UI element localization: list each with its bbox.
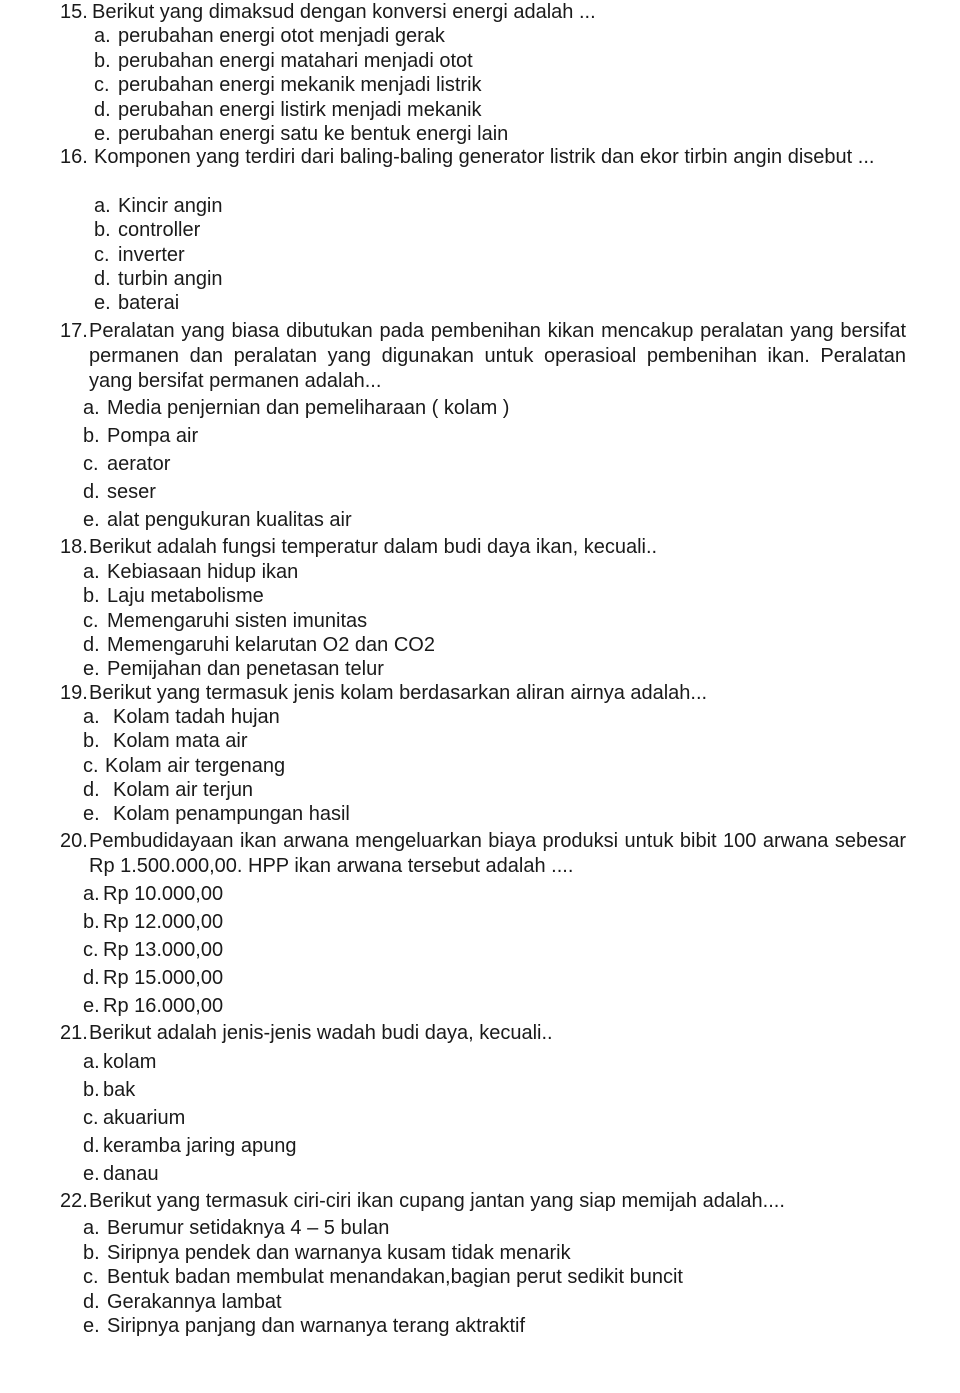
option-list xyxy=(83,880,223,1020)
option-c[interactable] xyxy=(83,1104,296,1132)
option-text: danau xyxy=(103,1163,159,1185)
option-letter: a. xyxy=(94,25,111,47)
option-letter: b. xyxy=(83,585,100,608)
option-e[interactable] xyxy=(83,802,350,826)
option-text: Kolam mata air xyxy=(113,730,248,753)
option-text: perubahan energi mekanik menjadi listrik xyxy=(118,74,482,96)
option-letter: d. xyxy=(83,1290,100,1313)
option-d[interactable] xyxy=(83,778,350,802)
option-letter: c. xyxy=(83,1266,99,1288)
option-a[interactable] xyxy=(83,1216,683,1241)
option-text: Bentuk badan membulat menandakan,bagian perut sedikit buncit xyxy=(107,1266,683,1288)
question-text: Berikut adalah jenis-jenis wadah budi daya, kecuali.. xyxy=(89,1022,553,1044)
question-number: 22. xyxy=(60,1190,88,1212)
option-d[interactable] xyxy=(94,98,508,123)
option-letter: b. xyxy=(94,49,111,72)
option-text: Rp 13.000,00 xyxy=(103,939,224,961)
option-e[interactable] xyxy=(83,1160,296,1188)
option-text: Memengaruhi kelarutan O2 dan CO2 xyxy=(107,633,435,656)
question-number: 20. xyxy=(60,830,88,852)
option-b[interactable] xyxy=(83,422,509,450)
question-stem xyxy=(60,319,906,394)
question-text: Berikut yang termasuk ciri-ciri ikan cupang jantan yang siap memijah adalah.... xyxy=(89,1190,785,1212)
option-letter: e. xyxy=(83,509,100,531)
option-c[interactable] xyxy=(83,450,509,478)
option-letter: e. xyxy=(83,1315,100,1337)
option-letter: d. xyxy=(83,778,100,801)
option-b[interactable] xyxy=(83,729,350,753)
option-text: bak xyxy=(103,1079,136,1101)
option-letter: d. xyxy=(83,481,100,503)
option-a[interactable] xyxy=(94,194,223,218)
option-text: aerator xyxy=(107,453,171,475)
option-d[interactable] xyxy=(83,964,223,992)
option-text: keramba jaring apung xyxy=(103,1135,297,1157)
option-list xyxy=(83,1216,683,1339)
option-text: akuarium xyxy=(103,1107,186,1129)
question-text: Peralatan yang biasa dibutukan pada pembenihan kikan mencakup peralatan yang bersifat permanen dan peralatan yang digunakan untuk operasioal pembenihan ikan. Peralatan yang bersifat permanen adalah... xyxy=(89,320,906,392)
question-stem xyxy=(60,1189,785,1213)
option-text: perubahan energi otot menjadi gerak xyxy=(118,25,445,47)
option-list xyxy=(83,1048,296,1188)
option-text: kolam xyxy=(103,1051,157,1073)
option-b[interactable] xyxy=(83,1241,683,1266)
option-text: perubahan energi matahari menjadi otot xyxy=(118,49,473,72)
option-text: Siripnya pendek dan warnanya kusam tidak menarik xyxy=(107,1241,571,1264)
question-stem xyxy=(60,681,707,705)
option-text: perubahan energi satu ke bentuk energi lain xyxy=(118,123,509,145)
option-text: Kincir angin xyxy=(118,195,223,217)
option-letter: b. xyxy=(83,911,100,933)
question-stem xyxy=(60,145,878,170)
option-letter: e. xyxy=(83,995,100,1017)
question-number: 16. xyxy=(60,146,88,168)
option-a[interactable] xyxy=(83,705,350,729)
option-text: Rp 12.000,00 xyxy=(103,911,224,933)
option-letter: a. xyxy=(83,883,100,905)
option-letter: b. xyxy=(94,219,111,242)
option-text: Laju metabolisme xyxy=(107,585,264,608)
option-a[interactable] xyxy=(83,560,435,584)
option-e[interactable] xyxy=(94,291,223,315)
option-text: Rp 10.000,00 xyxy=(103,883,224,905)
option-text: alat pengukuran kualitas air xyxy=(107,509,352,531)
option-a[interactable] xyxy=(83,880,223,908)
option-letter: c. xyxy=(94,74,110,96)
option-letter: a. xyxy=(83,1051,100,1073)
option-list xyxy=(94,24,508,147)
option-letter: b. xyxy=(83,1079,100,1101)
option-e[interactable] xyxy=(94,122,508,147)
option-e[interactable] xyxy=(83,506,509,534)
option-letter: e. xyxy=(94,123,111,145)
option-letter: c. xyxy=(83,754,99,777)
option-text: Berumur setidaknya 4 – 5 bulan xyxy=(107,1217,390,1239)
question-number: 17. xyxy=(60,320,88,342)
question-text: Komponen yang terdiri dari baling-baling generator listrik dan ekor tirbin angin disebut ... xyxy=(94,146,875,168)
question-stem xyxy=(60,1021,553,1045)
question-text: Pembudidayaan ikan arwana mengeluarkan biaya produksi untuk bibit 100 arwana sebesar Rp 1.500.000,00. HPP ikan arwana tersebut adalah .... xyxy=(89,830,906,877)
option-letter: e. xyxy=(83,1163,100,1185)
option-text: Pompa air xyxy=(107,425,199,447)
option-e[interactable] xyxy=(83,657,435,681)
option-letter: d. xyxy=(94,267,111,290)
option-list xyxy=(83,705,350,826)
question-stem xyxy=(60,0,596,24)
option-text: Kolam air tergenang xyxy=(105,754,286,777)
question-number: 15. xyxy=(60,1,88,23)
option-c[interactable] xyxy=(83,936,223,964)
option-c[interactable] xyxy=(94,243,223,267)
option-letter: c. xyxy=(94,243,110,266)
option-text: seser xyxy=(107,481,156,503)
option-letter: c. xyxy=(83,453,99,475)
option-text: Rp 15.000,00 xyxy=(103,967,224,989)
option-letter: c. xyxy=(83,1107,99,1129)
option-letter: d. xyxy=(94,98,111,121)
option-letter: a. xyxy=(83,706,100,728)
question-text: Berikut yang termasuk jenis kolam berdasarkan aliran airnya adalah... xyxy=(89,682,708,704)
option-text: Kolam air terjun xyxy=(113,778,254,801)
option-text: Pemijahan dan penetasan telur xyxy=(107,658,384,681)
option-text: Kolam penampungan hasil xyxy=(113,803,350,826)
question-text: Berikut adalah fungsi temperatur dalam budi daya ikan, kecuali.. xyxy=(89,536,658,558)
option-list xyxy=(83,560,435,681)
option-a[interactable] xyxy=(94,24,508,49)
option-text: Kolam tadah hujan xyxy=(113,706,280,728)
option-letter: d. xyxy=(83,1135,100,1157)
option-letter: e. xyxy=(83,803,100,826)
option-b[interactable] xyxy=(83,1076,296,1104)
option-e[interactable] xyxy=(83,1314,683,1339)
option-letter: b. xyxy=(83,730,100,753)
option-b[interactable] xyxy=(94,49,508,74)
option-letter: e. xyxy=(94,292,111,315)
option-c[interactable] xyxy=(94,73,508,98)
option-list xyxy=(83,394,509,534)
option-text: Rp 16.000,00 xyxy=(103,995,224,1017)
option-letter: d. xyxy=(83,633,100,656)
option-d[interactable] xyxy=(94,267,223,291)
option-c[interactable] xyxy=(83,609,435,633)
option-b[interactable] xyxy=(83,908,223,936)
option-text: baterai xyxy=(118,292,180,315)
question-number: 19. xyxy=(60,682,88,704)
option-text: perubahan energi listirk menjadi mekanik xyxy=(118,98,482,121)
option-letter: a. xyxy=(94,195,111,217)
question-stem xyxy=(60,535,657,559)
option-letter: b. xyxy=(83,425,100,447)
option-text: Media penjernian dan pemeliharaan ( kolam ) xyxy=(107,397,510,419)
option-e[interactable] xyxy=(83,992,223,1020)
option-d[interactable] xyxy=(83,1290,683,1315)
option-text: Siripnya panjang dan warnanya terang aktraktif xyxy=(107,1315,526,1337)
option-d[interactable] xyxy=(83,478,509,506)
option-d[interactable] xyxy=(83,633,435,657)
option-c[interactable] xyxy=(83,1265,683,1290)
option-a[interactable] xyxy=(83,1048,296,1076)
option-letter: a. xyxy=(83,1217,100,1239)
option-letter: d. xyxy=(83,967,100,989)
option-c[interactable] xyxy=(83,754,350,778)
option-d[interactable] xyxy=(83,1132,296,1160)
option-text: inverter xyxy=(118,243,185,266)
option-letter: c. xyxy=(83,609,99,632)
option-text: Kebiasaan hidup ikan xyxy=(107,561,299,583)
option-text: Memengaruhi sisten imunitas xyxy=(107,609,368,632)
option-letter: a. xyxy=(83,561,100,583)
option-a[interactable] xyxy=(83,394,509,422)
option-b[interactable] xyxy=(94,218,223,242)
option-letter: a. xyxy=(83,397,100,419)
option-text: controller xyxy=(118,219,201,242)
option-letter: b. xyxy=(83,1241,100,1264)
question-stem xyxy=(60,829,906,879)
option-b[interactable] xyxy=(83,584,435,608)
question-number: 21. xyxy=(60,1022,88,1044)
option-letter: e. xyxy=(83,658,100,681)
question-number: 18. xyxy=(60,536,88,558)
option-text: Gerakannya lambat xyxy=(107,1290,282,1313)
option-letter: c. xyxy=(83,939,99,961)
option-list xyxy=(94,194,223,315)
option-text: turbin angin xyxy=(118,267,223,290)
question-text: Berikut yang dimaksud dengan konversi energi adalah ... xyxy=(92,1,596,23)
